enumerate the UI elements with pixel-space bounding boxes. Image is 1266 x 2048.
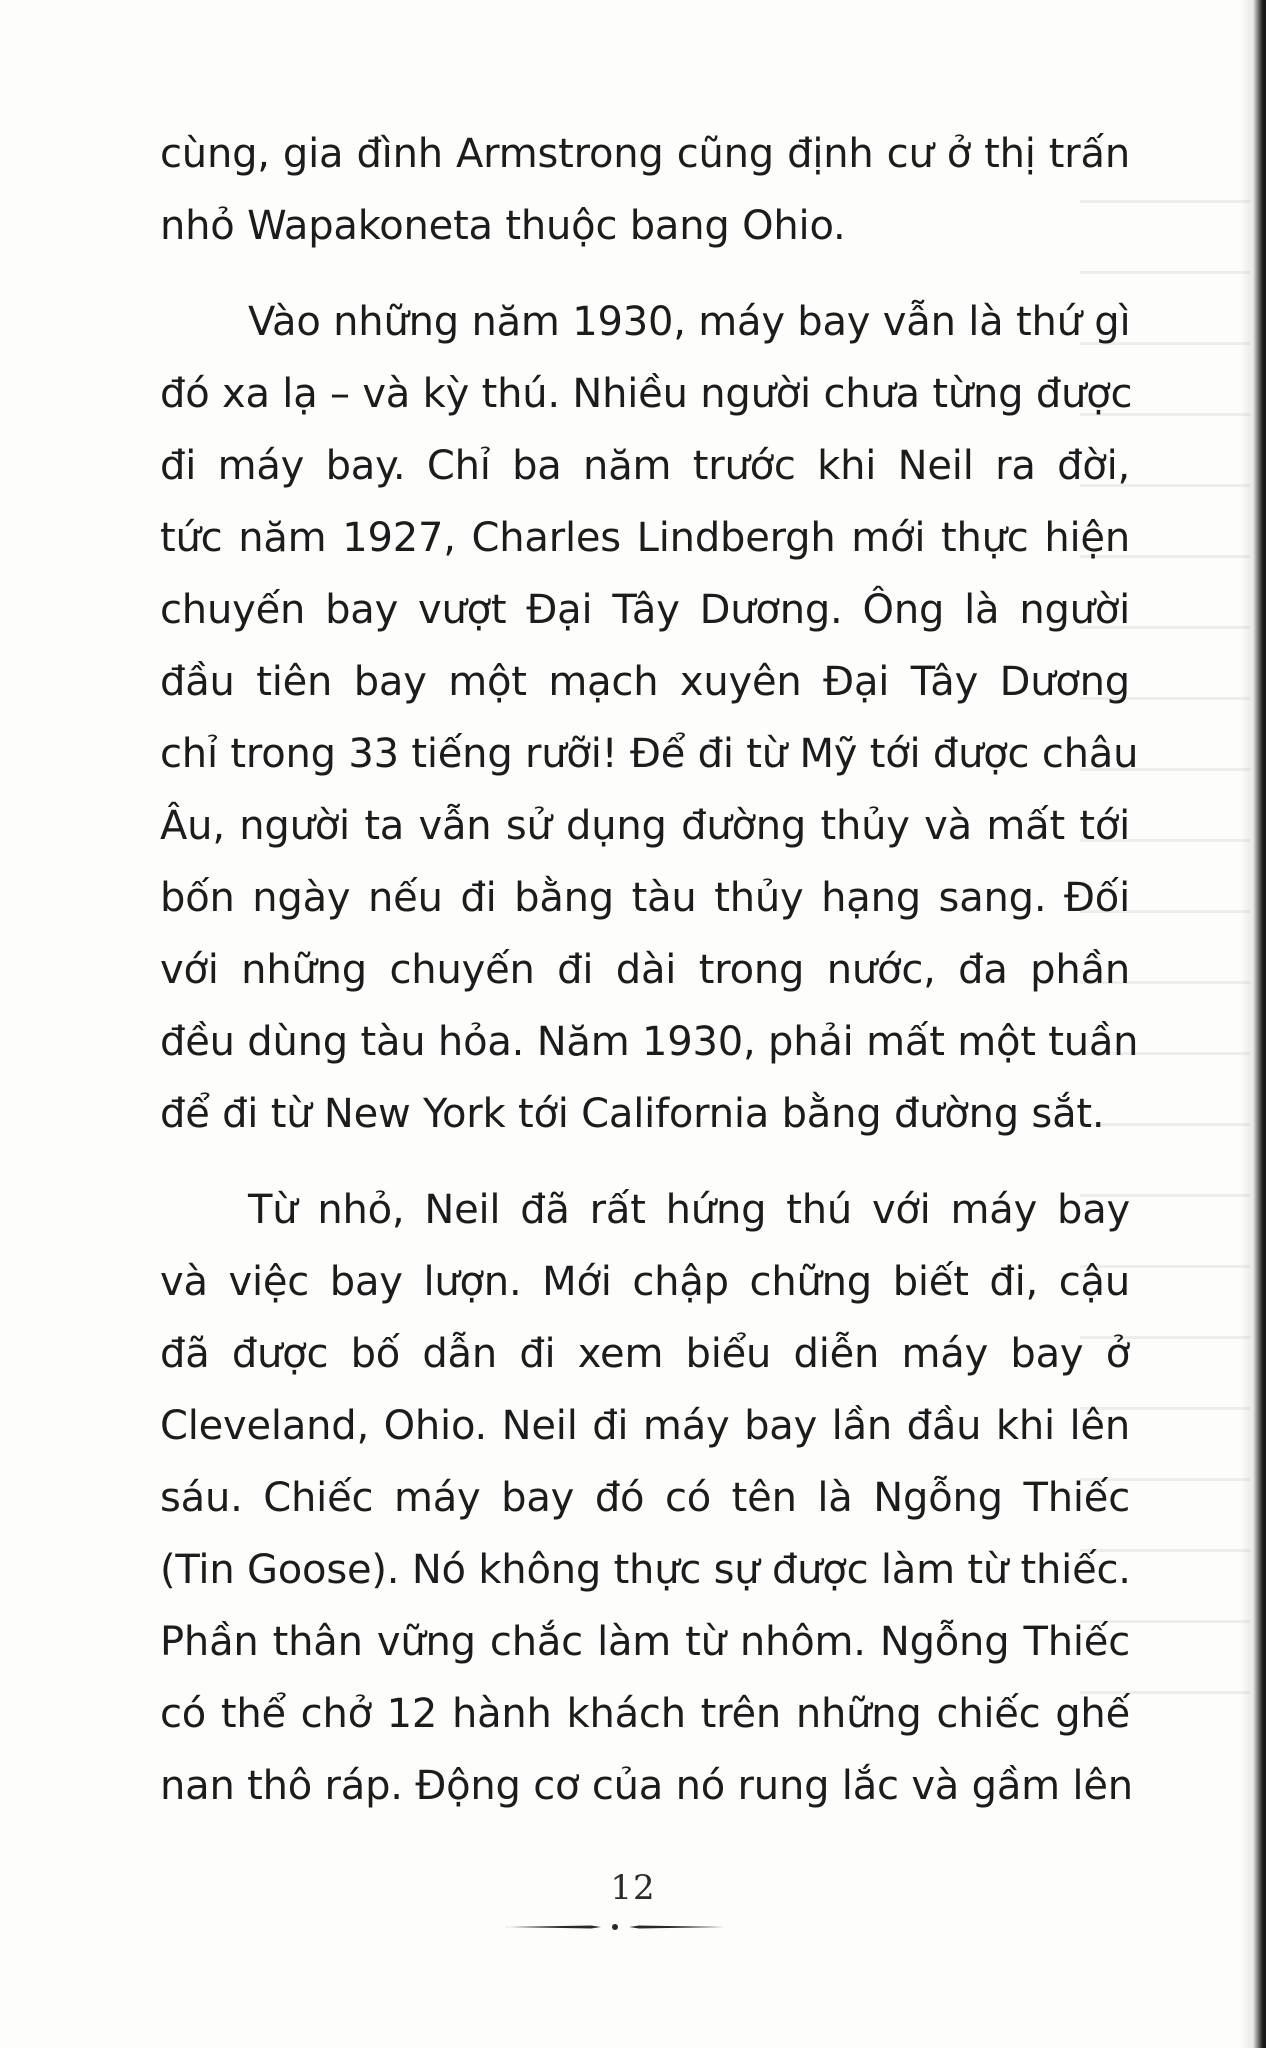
body-text — [160, 118, 1139, 1846]
text-line: có thể chở 12 hành khách trên những chiếc ghế — [160, 1691, 1130, 1737]
text-line: (Tin Goose). Nó không thực sự được làm từ thiếc. — [160, 1547, 1131, 1593]
text-line: Vào những năm 1930, máy bay vẫn là thứ gì — [248, 299, 1131, 345]
text-line: với những chuyến đi dài trong nước, đa phần — [160, 947, 1130, 993]
page-footer — [0, 1868, 1266, 1908]
paragraph-2 — [160, 286, 1139, 1150]
page-number: 12 — [610, 1868, 656, 1908]
text-line: và việc bay lượn. Mới chập chững biết đi, cậu — [160, 1259, 1130, 1305]
text-line: Âu, người ta vẫn sử dụng đường thủy và mất tới — [160, 803, 1130, 849]
text-line: tức năm 1927, Charles Lindbergh mới thực hiện — [160, 515, 1130, 561]
text-line: Từ nhỏ, Neil đã rất hứng thú với máy bay — [248, 1187, 1130, 1233]
text-line: Phần thân vững chắc làm từ nhôm. Ngỗng Thiếc — [160, 1619, 1130, 1665]
text-line: cùng, gia đình Armstrong cũng định cư ở thị trấn — [160, 131, 1130, 177]
text-line: đã được bố dẫn đi xem biểu diễn máy bay ở — [160, 1331, 1130, 1377]
text-line: chỉ trong 33 tiếng rưỡi! Để đi từ Mỹ tới được châu — [160, 731, 1139, 777]
page-edge-shadow — [1240, 0, 1266, 2048]
text-line: để đi từ New York tới California bằng đường sắt. — [160, 1091, 1105, 1137]
text-line: sáu. Chiếc máy bay đó có tên là Ngỗng Thiếc — [160, 1475, 1130, 1521]
text-line: đó xa lạ – và kỳ thú. Nhiều người chưa từng được — [160, 371, 1133, 417]
text-line: đều dùng tàu hỏa. Năm 1930, phải mất một tuần — [160, 1019, 1139, 1065]
text-line: nhỏ Wapakoneta thuộc bang Ohio. — [160, 203, 846, 249]
decorative-rule-icon — [505, 1920, 725, 1934]
text-line: nan thô ráp. Động cơ của nó rung lắc và gầm lên — [160, 1763, 1133, 1809]
text-line: Cleveland, Ohio. Neil đi máy bay lần đầu khi lên — [160, 1403, 1130, 1449]
paragraph-3 — [160, 1174, 1133, 1822]
text-line: đi máy bay. Chỉ ba năm trước khi Neil ra đời, — [160, 443, 1130, 489]
text-line: chuyến bay vượt Đại Tây Dương. Ông là người — [160, 587, 1130, 633]
paragraph-1 — [160, 118, 1130, 262]
text-line: bốn ngày nếu đi bằng tàu thủy hạng sang. Đối — [160, 875, 1130, 921]
text-line: đầu tiên bay một mạch xuyên Đại Tây Dương — [160, 659, 1130, 705]
